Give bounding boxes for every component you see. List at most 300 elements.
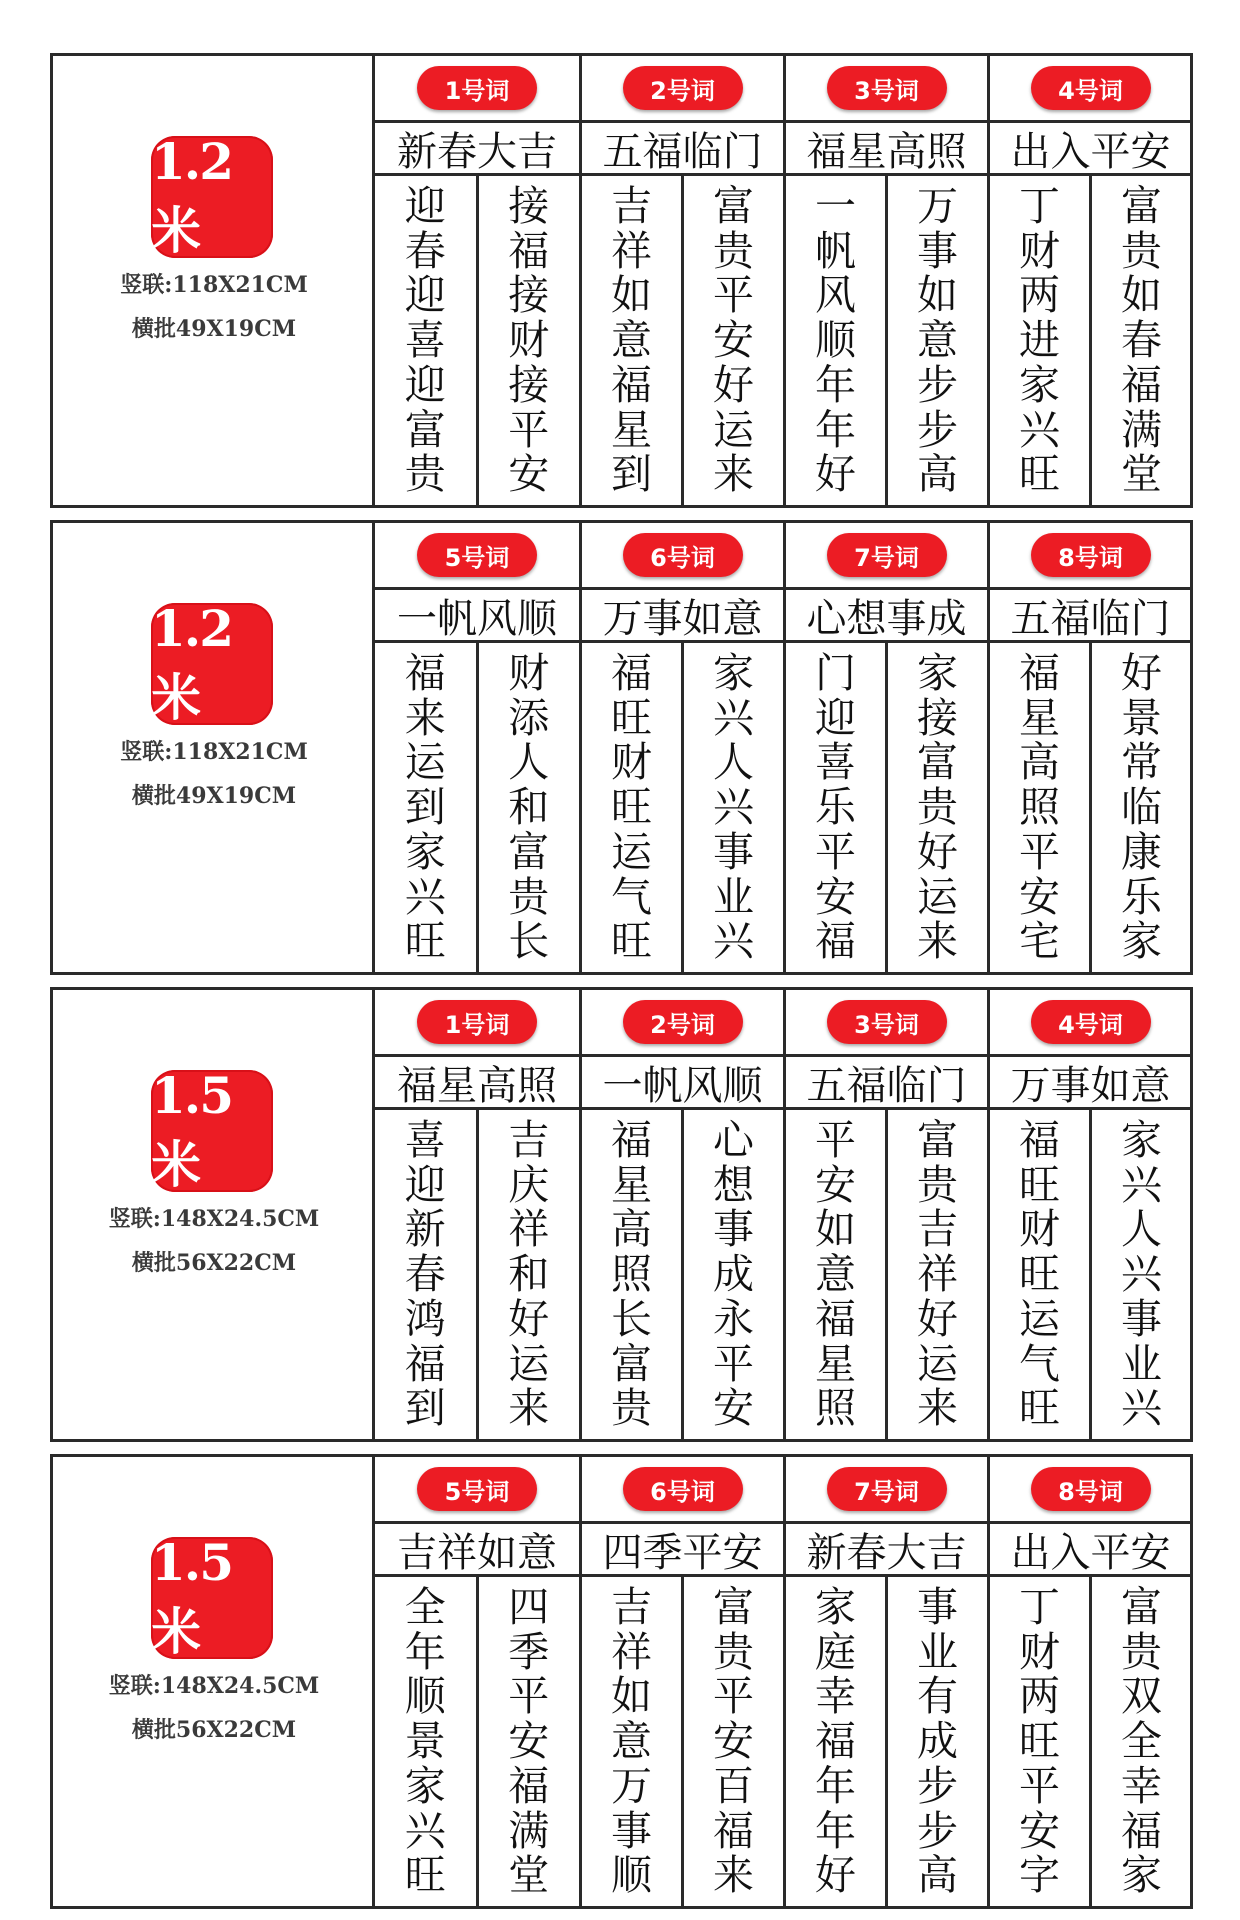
set-number-badge: 6号词 [623,1467,743,1511]
couplet-character: 家 [1121,1115,1162,1164]
couplet-character: 福 [1121,360,1162,409]
couplet-character: 家 [1121,917,1162,966]
couplet-character: 景 [404,1717,446,1765]
left-vertical-line [990,176,1089,505]
couplet-character: 兴 [404,872,446,921]
couplet-set [375,523,579,972]
couplet-character: 旺 [611,917,652,966]
couplet-grid [375,56,1190,505]
couplet-character: 到 [404,1384,446,1433]
tag-row [786,56,987,120]
couplet-character: 气 [611,872,652,921]
couplet-character: 门 [815,648,856,697]
tag-row [375,1457,579,1521]
couplet-character: 步 [917,360,958,409]
couplet-character: 祥 [508,1205,550,1254]
couplet-character: 如 [815,1205,856,1254]
tag-row [582,1457,783,1521]
couplet-character: 事 [611,1806,652,1855]
left-vertical-line [582,643,681,972]
couplet-character: 财 [1019,1205,1060,1254]
couplet-set [987,523,1191,972]
size-block [50,987,1193,1442]
vertical-lines [990,176,1191,505]
horizontal-banner-text: 五福临门 [990,587,1191,643]
couplet-character: 帆 [815,226,856,275]
couplet-character: 迎 [404,360,446,409]
set-number-badge: 1号词 [417,1000,537,1044]
couplet-character: 年 [815,1806,856,1855]
couplet-grid [375,523,1190,972]
right-vertical-line [885,643,987,972]
couplet-character: 两 [1019,1672,1060,1721]
tag-row [990,56,1191,120]
couplet-character: 安 [508,1717,550,1765]
couplet-set [375,56,579,505]
couplet-character: 平 [713,1672,754,1721]
couplet-character: 风 [815,271,856,320]
couplet-character: 业 [1121,1339,1162,1388]
couplet-character: 接 [917,693,958,742]
couplet-character: 家 [713,648,754,697]
couplet-character: 平 [1019,1761,1060,1810]
couplet-character: 福 [1019,1115,1060,1164]
size-block [50,1454,1193,1909]
couplet-character: 堂 [1121,450,1162,499]
vertical-lines [582,1577,783,1906]
couplet-character: 福 [1121,1806,1162,1855]
couplet-character: 旺 [1019,1717,1060,1765]
couplet-character: 四 [508,1582,550,1631]
right-vertical-line [1089,1110,1191,1439]
couplet-character: 人 [713,738,754,787]
couplet-character: 意 [611,316,652,364]
couplet-character: 到 [404,783,446,831]
couplet-character: 喜 [815,738,856,787]
couplet-character: 康 [1121,827,1162,876]
couplet-character: 如 [917,271,958,320]
couplet-character: 福 [815,1294,856,1343]
couplet-character: 事 [917,1582,958,1631]
set-number-badge: 5号词 [417,1467,537,1511]
right-vertical-line [476,643,580,972]
tag-row [990,523,1191,587]
size-info-cell [53,523,375,972]
couplet-character: 心 [713,1115,754,1164]
couplet-character: 意 [917,316,958,364]
couplet-character: 安 [713,316,754,364]
couplet-character: 好 [1121,648,1162,697]
couplet-character: 家 [404,827,446,876]
couplet-character: 兴 [1121,1250,1162,1298]
couplet-character: 安 [713,1717,754,1765]
size-badge: 1.5米 [151,1537,273,1659]
couplet-character: 事 [713,827,754,876]
couplet-character: 年 [815,405,856,454]
set-number-badge: 7号词 [827,533,947,577]
right-vertical-line [1089,176,1191,505]
couplet-character: 福 [508,226,550,275]
couplet-character: 如 [1121,271,1162,320]
couplet-character: 家 [917,648,958,697]
couplet-character: 人 [508,738,550,787]
vertical-lines [582,643,783,972]
couplet-character: 富 [404,405,446,454]
couplet-character: 福 [404,1339,446,1388]
couplet-character: 福 [611,648,652,697]
couplet-character: 春 [404,226,446,275]
right-vertical-line [476,176,580,505]
tag-row [582,56,783,120]
couplet-character: 业 [917,1627,958,1676]
couplet-character: 星 [815,1339,856,1388]
vertical-lines [990,1110,1191,1439]
couplet-character: 双 [1121,1672,1162,1721]
right-vertical-line [1089,643,1191,972]
couplet-character: 字 [1019,1851,1060,1900]
couplet-set [987,56,1191,505]
set-number-badge: 2号词 [623,66,743,110]
couplet-set [375,990,579,1439]
right-vertical-line [1089,1577,1191,1906]
couplet-character: 高 [1019,738,1060,787]
couplet-character: 照 [815,1384,856,1433]
couplet-character: 好 [508,1294,550,1343]
right-vertical-line [476,1110,580,1439]
couplet-character: 运 [713,405,754,454]
size-info-cell [53,56,375,505]
couplet-set [987,990,1191,1439]
left-vertical-line [990,1577,1089,1906]
tag-row [990,1457,1191,1521]
couplet-character: 平 [508,405,550,454]
horizontal-banner-text: 出入平安 [990,120,1191,176]
set-number-badge: 1号词 [417,66,537,110]
couplet-character: 喜 [404,1115,446,1164]
vertical-lines [375,643,579,972]
couplet-character: 平 [713,1339,754,1388]
couplet-character: 景 [1121,693,1162,742]
couplet-character: 高 [917,1851,958,1900]
couplet-character: 来 [404,693,446,742]
couplet-character: 迎 [404,181,446,230]
left-vertical-line [582,1110,681,1439]
couplet-character: 运 [1019,1294,1060,1343]
couplet-character: 好 [917,827,958,876]
couplet-character: 福 [815,917,856,966]
vertical-spec: 竖联:148X24.5CM [108,1673,320,1699]
size-block [50,53,1193,508]
right-vertical-line [476,1577,580,1906]
couplet-character: 祥 [917,1250,958,1298]
couplet-character: 旺 [1019,1160,1060,1209]
couplet-character: 事 [917,226,958,275]
set-number-badge: 2号词 [623,1000,743,1044]
horizontal-banner-text: 新春大吉 [375,120,579,176]
right-vertical-line [885,1577,987,1906]
couplet-character: 幸 [815,1672,856,1721]
couplet-character: 兴 [1121,1160,1162,1209]
couplet-character: 全 [1121,1717,1162,1765]
couplet-character: 旺 [611,693,652,742]
couplet-character: 喜 [404,316,446,364]
couplet-character: 长 [508,917,550,966]
size-block [50,520,1193,975]
couplet-character: 兴 [713,783,754,831]
couplet-character: 富 [713,1582,754,1631]
couplet-character: 高 [917,450,958,499]
horizontal-banner-text: 万事如意 [582,587,783,643]
couplet-character: 照 [611,1250,652,1298]
couplet-character: 福 [611,360,652,409]
couplet-character: 事 [713,1205,754,1254]
couplet-character: 平 [815,1115,856,1164]
couplet-character: 照 [1019,783,1060,831]
horizontal-banner-text: 吉祥如意 [375,1521,579,1577]
couplet-character: 有 [917,1672,958,1721]
couplet-character: 财 [611,738,652,787]
couplet-character: 富 [508,827,550,876]
couplet-character: 步 [917,405,958,454]
couplet-character: 富 [611,1339,652,1388]
couplet-character: 兴 [1121,1384,1162,1433]
set-number-badge: 3号词 [827,1000,947,1044]
tag-row [990,990,1191,1054]
couplet-character: 幸 [1121,1761,1162,1810]
tag-row [786,523,987,587]
left-vertical-line [375,1110,476,1439]
couplet-character: 福 [508,1761,550,1810]
couplet-character: 旺 [1019,1384,1060,1433]
horizontal-banner-text: 四季平安 [582,1521,783,1577]
left-vertical-line [990,1110,1089,1439]
left-vertical-line [786,1110,885,1439]
couplet-character: 家 [815,1582,856,1631]
couplet-character: 两 [1019,271,1060,320]
couplet-character: 旺 [1019,1250,1060,1298]
couplet-character: 如 [611,271,652,320]
couplet-character: 乐 [815,783,856,831]
couplet-character: 安 [815,872,856,921]
couplet-character: 满 [1121,405,1162,454]
couplet-character: 意 [815,1250,856,1298]
couplet-character: 丁 [1019,181,1060,230]
right-vertical-line [681,1577,783,1906]
horizontal-spec: 横批56X22CM [131,1250,297,1276]
couplet-character: 好 [713,360,754,409]
couplet-character: 吉 [917,1205,958,1254]
vertical-lines [582,1110,783,1439]
set-number-badge: 6号词 [623,533,743,577]
couplet-character: 来 [917,1384,958,1433]
couplet-set [783,56,987,505]
vertical-lines [786,1110,987,1439]
right-vertical-line [681,1110,783,1439]
tag-row [582,523,783,587]
vertical-lines [990,1577,1191,1906]
couplet-character: 年 [815,360,856,409]
left-vertical-line [375,176,476,505]
couplet-character: 乐 [1121,872,1162,921]
couplet-character: 旺 [611,783,652,831]
left-vertical-line [582,1577,681,1906]
couplet-character: 来 [917,917,958,966]
couplet-character: 旺 [404,917,446,966]
couplet-grid [375,1457,1190,1906]
set-number-badge: 8号词 [1031,1467,1151,1511]
horizontal-banner-text: 福星高照 [786,120,987,176]
couplet-set [579,990,783,1439]
couplet-character: 万 [611,1761,652,1810]
couplet-character: 安 [1019,1806,1060,1855]
couplet-character: 来 [713,1851,754,1900]
vertical-lines [990,643,1191,972]
couplet-character: 平 [815,827,856,876]
couplet-character: 运 [917,872,958,921]
horizontal-banner-text: 福星高照 [375,1054,579,1110]
couplet-character: 家 [1121,1851,1162,1900]
couplet-character: 贵 [611,1384,652,1433]
couplet-character: 贵 [508,872,550,921]
couplet-character: 吉 [611,1582,652,1631]
couplet-character: 兴 [713,693,754,742]
couplet-character: 成 [713,1250,754,1298]
couplet-character: 春 [1121,316,1162,364]
tag-row [786,990,987,1054]
left-vertical-line [582,176,681,505]
couplet-character: 兴 [1019,405,1060,454]
couplet-character: 长 [611,1294,652,1343]
couplet-set [783,523,987,972]
couplet-character: 和 [508,1250,550,1298]
couplet-character: 步 [917,1806,958,1855]
couplet-character: 高 [611,1205,652,1254]
couplet-character: 一 [815,181,856,230]
couplet-character: 星 [611,1160,652,1209]
couplet-character: 好 [917,1294,958,1343]
couplet-character: 富 [917,1115,958,1164]
couplet-character: 贵 [713,1627,754,1676]
vertical-spec: 竖联:148X24.5CM [108,1206,320,1232]
couplet-character: 到 [611,450,652,499]
right-vertical-line [885,176,987,505]
couplet-character: 堂 [508,1851,550,1900]
couplet-set [579,523,783,972]
left-vertical-line [786,1577,885,1906]
couplet-character: 吉 [611,181,652,230]
couplet-character: 临 [1121,783,1162,831]
size-badge: 1.2米 [151,136,273,258]
couplet-character: 富 [1121,1582,1162,1631]
couplet-character: 平 [508,1672,550,1721]
set-number-badge: 5号词 [417,533,537,577]
couplet-character: 迎 [404,1160,446,1209]
tag-row [375,523,579,587]
horizontal-banner-text: 五福临门 [786,1054,987,1110]
vertical-lines [786,1577,987,1906]
couplet-character: 年 [404,1627,446,1676]
vertical-lines [375,1110,579,1439]
couplet-character: 福 [1019,648,1060,697]
couplet-character: 宅 [1019,917,1060,966]
couplet-character: 全 [404,1582,446,1631]
couplet-character: 迎 [404,271,446,320]
couplet-set [783,1457,987,1906]
couplet-character: 贵 [1121,226,1162,275]
couplet-character: 福 [713,1806,754,1855]
couplet-character: 财 [508,316,550,364]
couplet-character: 添 [508,693,550,742]
couplet-character: 鸿 [404,1294,446,1343]
couplet-character: 平 [1019,827,1060,876]
couplet-character: 贵 [713,226,754,275]
couplet-character: 贵 [917,783,958,831]
couplet-character: 接 [508,271,550,320]
couplet-character: 事 [1121,1294,1162,1343]
couplet-character: 春 [404,1250,446,1298]
couplet-character: 贵 [917,1160,958,1209]
horizontal-banner-text: 五福临门 [582,120,783,176]
couplet-character: 兴 [404,1806,446,1855]
couplet-character: 安 [713,1384,754,1433]
couplet-character: 兴 [713,917,754,966]
couplet-character: 富 [1121,181,1162,230]
couplet-character: 贵 [1121,1627,1162,1676]
set-number-badge: 4号词 [1031,1000,1151,1044]
left-vertical-line [786,643,885,972]
couplet-character: 好 [815,450,856,499]
couplet-character: 安 [1019,872,1060,921]
horizontal-banner-text: 新春大吉 [786,1521,987,1577]
couplet-character: 如 [611,1672,652,1721]
couplet-character: 庭 [815,1627,856,1676]
couplet-character: 家 [1019,360,1060,409]
couplet-character: 福 [815,1717,856,1765]
size-info-cell [53,1457,375,1906]
couplet-character: 运 [404,738,446,787]
couplet-character: 福 [404,648,446,697]
couplet-character: 财 [1019,1627,1060,1676]
couplet-grid [375,990,1190,1439]
left-vertical-line [990,643,1089,972]
left-vertical-line [375,643,476,972]
couplet-character: 步 [917,1761,958,1810]
horizontal-banner-text: 一帆风顺 [582,1054,783,1110]
couplet-character: 顺 [404,1672,446,1721]
couplet-character: 满 [508,1806,550,1855]
horizontal-banner-text: 一帆风顺 [375,587,579,643]
couplet-character: 顺 [611,1851,652,1900]
vertical-lines [582,176,783,505]
couplet-character: 运 [917,1339,958,1388]
couplet-character: 成 [917,1717,958,1765]
couplet-character: 气 [1019,1339,1060,1388]
horizontal-spec: 横批49X19CM [131,316,297,342]
vertical-lines [786,643,987,972]
couplet-character: 旺 [1019,450,1060,499]
couplet-character: 运 [508,1339,550,1388]
couplet-character: 祥 [611,1627,652,1676]
couplet-character: 意 [611,1717,652,1765]
vertical-lines [786,176,987,505]
couplet-character: 季 [508,1627,550,1676]
left-vertical-line [375,1577,476,1906]
set-number-badge: 7号词 [827,1467,947,1511]
couplet-character: 运 [611,827,652,876]
couplet-character: 业 [713,872,754,921]
couplet-character: 来 [713,450,754,499]
tag-row [786,1457,987,1521]
